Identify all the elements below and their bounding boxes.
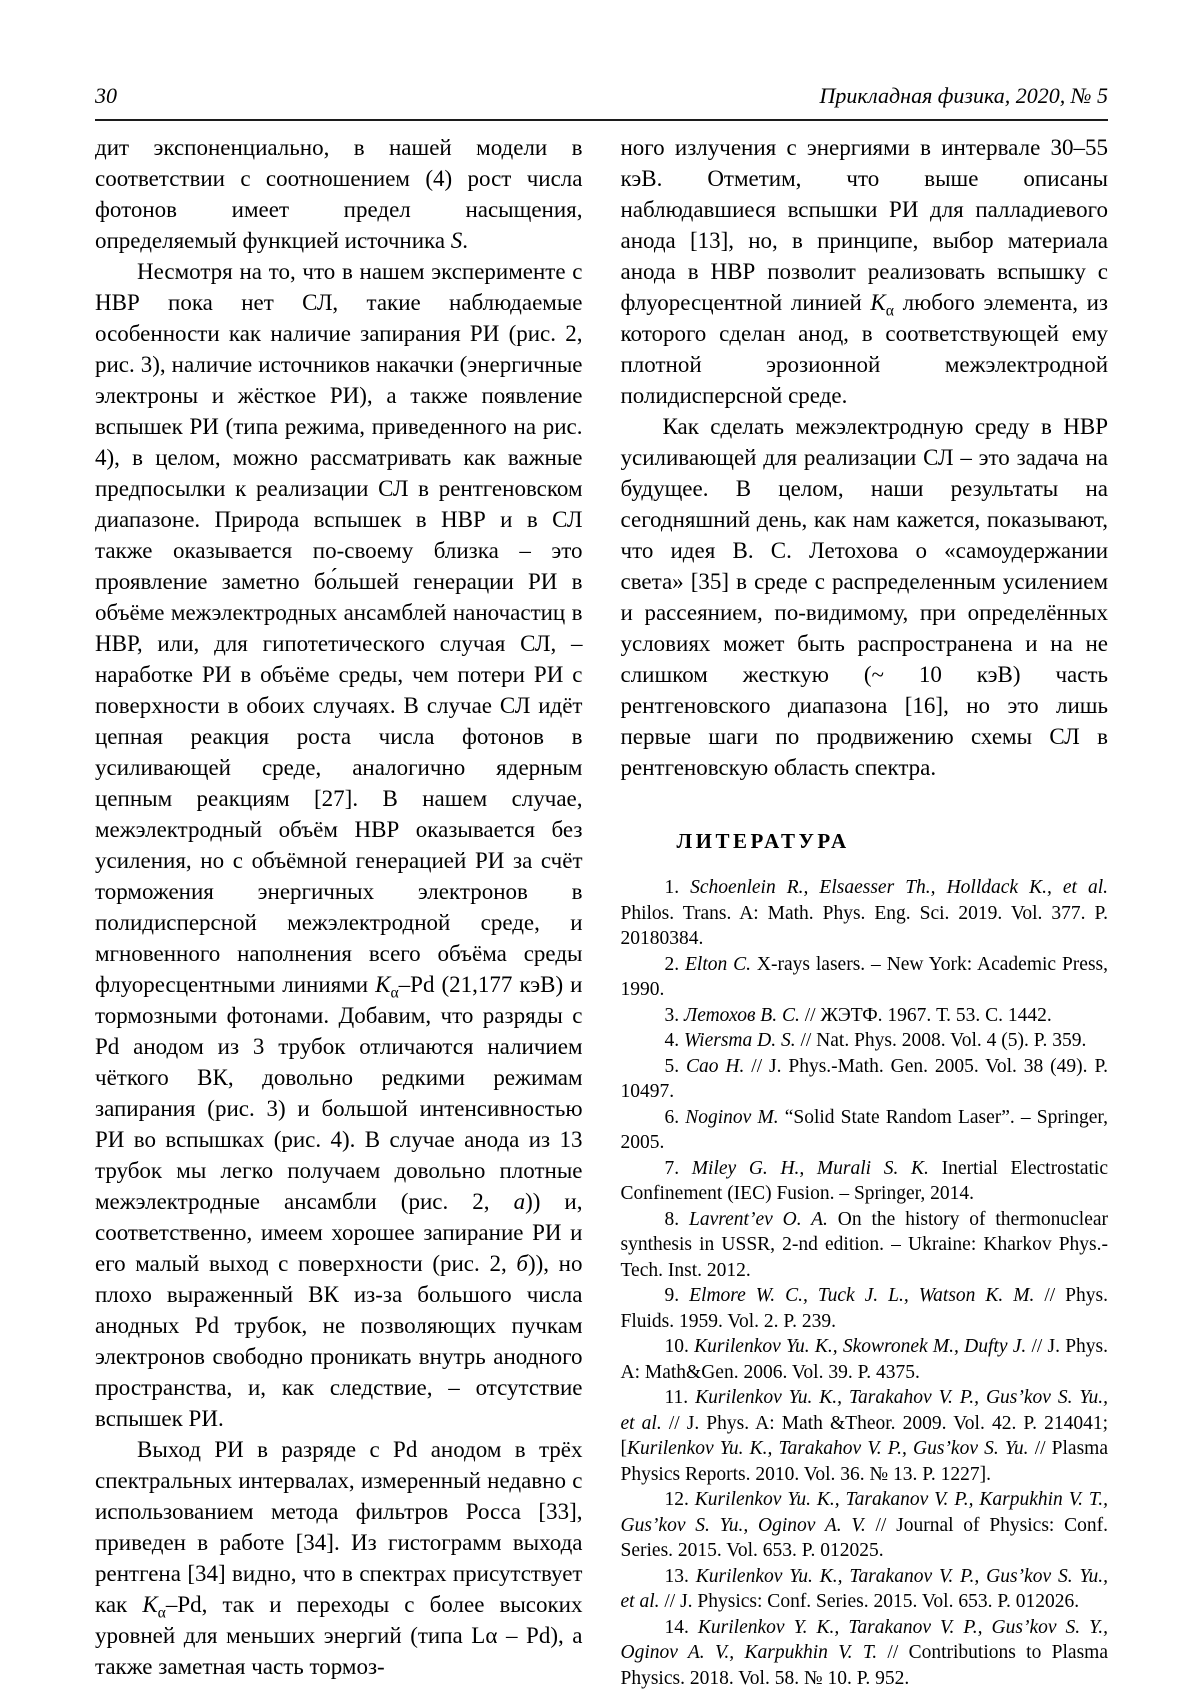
- reference-item: 5. Cao H. // J. Phys.-Math. Gen. 2005. Vol. 38 (49). P. 10497.: [620, 1055, 1108, 1102]
- page-number: 30: [95, 83, 117, 108]
- reference-item: 4. Wiersma D. S. // Nat. Phys. 2008. Vol. 4 (5). P. 359.: [664, 1030, 1087, 1051]
- body-paragraph: дит экспоненциально, в нашей модели в соответствии с соотношением (4) рост числа фотонов имеет предел насыщения, определяемый функцией источника S.: [95, 135, 583, 253]
- reference-item: 12. Kurilenkov Yu. K., Tarakanov V. P., Karpukhin V. T., Gus’kov S. Yu., Oginov A. V. // Journal of Physics: Conf. Series. 2015. Vol. 653. P. 012025.: [620, 1489, 1109, 1561]
- reference-list: [621, 875, 1109, 1691]
- reference-item: 9. Elmore W. C., Tuck J. L., Watson K. M. // Phys. Fluids. 1959. Vol. 2. P. 239.: [620, 1285, 1108, 1332]
- reference-item: 1. Schoenlein R., Elsaesser Th., Holldack K., et al. Philos. Trans. A: Math. Phys. Eng. Sci. 2019. Vol. 377. P. 20180384.: [620, 877, 1108, 949]
- reference-item: 6. Noginov M. “Solid State Random Laser”. – Springer, 2005.: [620, 1106, 1109, 1153]
- body-paragraph: Как сделать межэлектродную среду в НВР усиливающей для реализации СЛ – это задача на будущее. В целом, наши результаты на сегодняшний день, как нам кажется, показывают, что идея В. С. Летохова о «самоудержании света» [35] в среде с распределенным усилением и рассеянием, по-видимому, при определённых условиях может быть распространена и на не слишком жесткую (~ 10 кэВ) часть рентгеновского диапазона [16], но это лишь первые шаги по продвижению схемы СЛ в рентгеновскую область спектра.: [620, 414, 1108, 780]
- body-paragraph: Несмотря на то, что в нашем эксперименте с НВР пока нет СЛ, такие наблюдаемые особенности как наличие запирания РИ (рис. 2, рис. 3), наличие источников накачки (энергичные электроны и жёсткое РИ), а также появление вспышек РИ (типа режима, приведенного на рис. 4), в целом, можно рассматривать как важные предпосылки к реализации СЛ в рентгеновском диапазоне. Природа вспышек в НВР и в СЛ также оказывается по-своему близка – это проявление заметно бо́льшей генерации РИ в объёме межэлектродных ансамблей наночастиц в НВР, или, для гипотетического случая СЛ, – наработке РИ в объёме среды, чем потери РИ с поверхности в обоих случаях. В случае СЛ идёт цепная реакция роста числа фотонов в усиливающей среде, аналогично ядерным цепным реакциям [27]. В нашем случае, межэлектродный объём НВР оказывается без усиления, но с объёмной генерацией РИ за счёт торможения энергичных электронов в полидисперсной межэлектродной среде, и мгновенного наполнения всего объёма среды флуоресцентными линиями $K_\alpha-Pd$ (21,177 кэВ) и тормозными фотонами. Добавим, что разряды с Pd анодом из 3 трубок отличаются наличием чёткого ВК, довольно редкими режимам запирания (рис. 3) и большой интенсивностью РИ во вспышках (рис. 4). В случае анода из 13 трубок мы легко получаем довольно плотные межэлектродные ансамбли (рис. 2, а)) и, соответственно, имеем хорошее запирание РИ и его малый выход с поверхности (рис. 2, б)), но плохо выраженный ВК из-за большого числа анодных Pd трубок, не позволяющих пучкам электронов свободно проникать внутрь анодного пространства, и, как следствие, – отсутствие вспышек РИ.: [95, 259, 583, 1431]
- reference-item: 11. Kurilenkov Yu. K., Tarakahov V. P., Gus’kov S. Yu., et al. // J. Phys. A: Math &Theor. 2009. Vol. 42. P. 214041; [Kurilenkov Yu. K., Tarakahov V. P., Gus’kov S. Yu. // Plasma Physics Reports. 2010. Vol. 36. № 13. P. 1227].: [620, 1387, 1108, 1485]
- reference-item: 8. Lavrent’ev O. A. On the history of thermonuclear synthesis in USSR, 2-nd edition. – Ukraine: Kharkov Phys.-Tech. Inst. 2012.: [620, 1208, 1109, 1281]
- reference-item: 2. Elton C. X-rays lasers. – New York: Academic Press, 1990.: [620, 953, 1109, 1000]
- body-paragraph: Выход РИ в разряде с Pd анодом в трёх спектральных интервалах, измеренный недавно с использованием метода фильтров Росса [33], приведен в работе [34]. Из гистограмм выхода рентгена [34] видно, что в спектрах присутствует как $K_\alpha-Pd$, так и переходы с более высоких уровней для меньших энергий (типа Lα – Pd), а также заметная часть тормоз-: [95, 1437, 583, 1679]
- body-paragraph: ного излучения с энергиями в интервале 30–55 кэВ. Отметим, что выше описаны наблюдавшиеся вспышки РИ для палладиевого анода [13], но, в принципе, выбор материала анода в НВР позволит реализовать вспышку с флуоресцентной линией $K_\alpha$ любого элемента, из которого сделан анод, в соответствующей ему плотной эрозионной межэлектродной полидисперсной среде.: [620, 135, 1108, 408]
- literature-heading: ЛИТЕРАТУРА: [676, 829, 850, 853]
- left-column: [95, 132, 583, 1691]
- reference-item: 13. Kurilenkov Yu. K., Tarakanov V. P., Gus’kov S. Yu., et al. // J. Physics: Conf. Series. 2015. Vol. 653. P. 012026.: [620, 1565, 1108, 1612]
- reference-item: 10. Kurilenkov Yu. K., Skowronek M., Dufty J. // J. Phys. A: Math&Gen. 2006. Vol. 39. P. 4375.: [620, 1336, 1109, 1383]
- reference-item: 14. Kurilenkov Y. K., Tarakanov V. P., Gus’kov S. Y., Oginov A. V., Karpukhin V. T. // Contributions to Plasma Physics. 2018. Vol. 58. № 10. P. 952.: [620, 1616, 1108, 1689]
- journal-title: Прикладная физика, 2020, № 5: [819, 83, 1108, 108]
- header-divider: [95, 119, 1108, 121]
- reference-item: 7. Miley G. H., Murali S. K. Inertial Electrostatic Confinement (IEC) Fusion. – Springer, 2014.: [620, 1157, 1108, 1204]
- reference-item: 3. Летохов В. С. // ЖЭТФ. 1967. Т. 53. С. 1442.: [664, 1004, 1052, 1026]
- right-column-body: [621, 132, 1109, 783]
- page-header: [95, 84, 1108, 108]
- two-column-layout: [95, 132, 1108, 1691]
- right-column: [621, 132, 1109, 1691]
